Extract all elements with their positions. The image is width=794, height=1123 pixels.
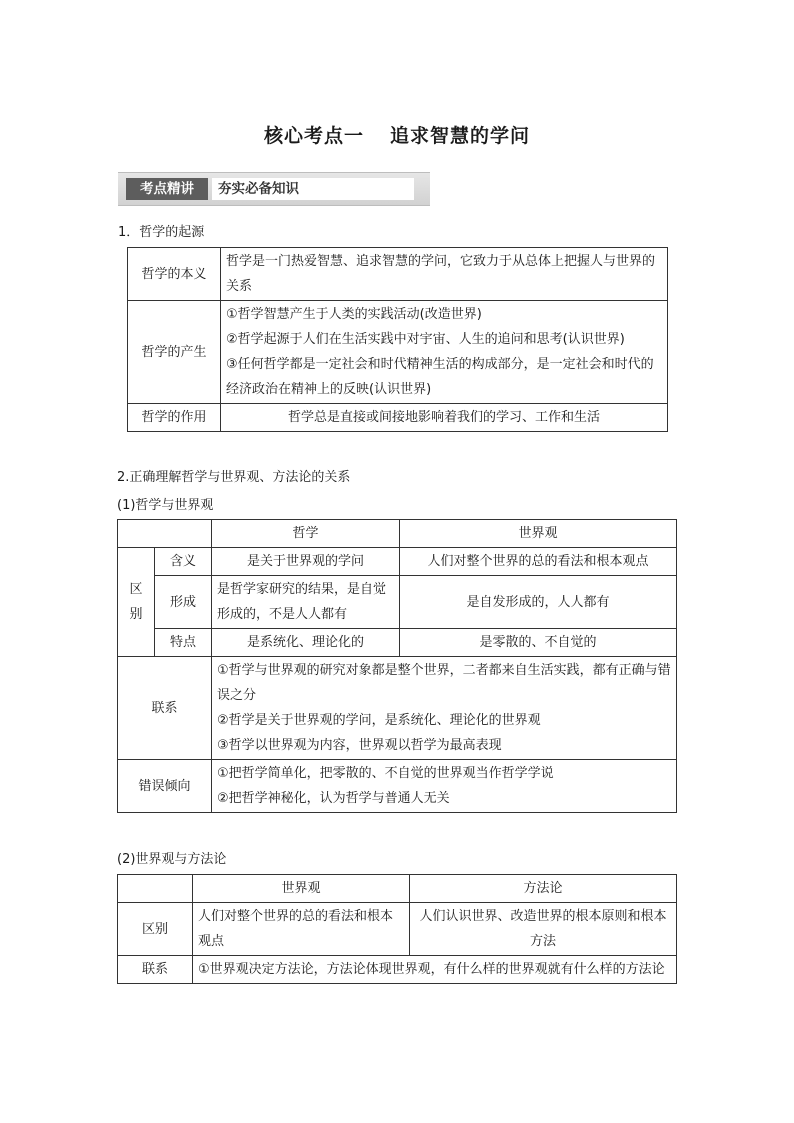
table-header-row <box>118 520 677 548</box>
row-label: 哲学的作用 <box>128 404 221 432</box>
table-row <box>118 760 677 813</box>
sub2-heading: (2)世界观与方法论 <box>117 852 227 867</box>
table-row <box>118 657 677 760</box>
cell: 人们对整个世界的总的看法和根本观点 <box>400 548 677 576</box>
table-row <box>118 903 677 956</box>
philosophy-origin-table <box>127 247 668 432</box>
section2-heading: 2.正确理解哲学与世界观、方法论的关系 <box>117 470 351 485</box>
table-row <box>118 956 677 984</box>
row-label: 特点 <box>155 629 212 657</box>
cell: 是零散的、不自觉的 <box>400 629 677 657</box>
col-header: 哲学 <box>212 520 400 548</box>
table-header-row <box>118 875 677 903</box>
table-row <box>128 404 668 432</box>
row-label: 哲学的产生 <box>128 301 221 404</box>
section1-heading: 1．哲学的起源 <box>118 225 205 240</box>
row-label: 含义 <box>155 548 212 576</box>
cell: ①哲学与世界观的研究对象都是整个世界，二者都来自生活实践，都有正确与错误之分 ②哲学是关于世界观的学问，是系统化、理论化的世界观 ③哲学以世界观为内容，世界观以哲学为最高表现 <box>212 657 677 760</box>
title-sub: 追求智慧的学问 <box>390 125 531 147</box>
cell: ①世界观决定方法论，方法论体现世界观，有什么样的世界观就有什么样的方法论 <box>193 956 677 984</box>
table-row <box>118 576 677 629</box>
row-label: 联系 <box>118 657 212 760</box>
cell: 是哲学家研究的结果，是自觉形成的，不是人人都有 <box>212 576 400 629</box>
col-header: 世界观 <box>400 520 677 548</box>
row-content: 哲学总是直接或间接地影响着我们的学习、工作和生活 <box>221 404 668 432</box>
col-header: 方法论 <box>410 875 677 903</box>
worldview-methodology-table <box>117 874 677 984</box>
row-content: 哲学是一门热爱智慧、追求智慧的学问，它致力于从总体上把握人与世界的关系 <box>221 248 668 301</box>
cell: 人们对整个世界的总的看法和根本观点 <box>193 903 410 956</box>
banner-tag: 考点精讲 <box>126 178 208 200</box>
row-content: ①哲学智慧产生于人类的实践活动(改造世界) ②哲学起源于人们在生活实践中对宇宙、人生的追问和思考(认识世界) ③任何哲学都是一定社会和时代精神生活的构成部分，是一定社会和时代的经济政治在精神上的反映(认识世界) <box>221 301 668 404</box>
row-label: 形成 <box>155 576 212 629</box>
cell: 人们认识世界、改造世界的根本原则和根本方法 <box>410 903 677 956</box>
banner-subtitle: 夯实必备知识 <box>212 178 414 200</box>
page-title <box>0 121 794 148</box>
section-banner <box>118 172 430 206</box>
row-label: 错误倾向 <box>118 760 212 813</box>
table-row <box>118 629 677 657</box>
table-row <box>128 301 668 404</box>
title-main: 核心考点一 <box>263 125 364 147</box>
table-row <box>128 248 668 301</box>
group-label: 区 别 <box>118 548 155 657</box>
sub1-heading: (1)哲学与世界观 <box>117 498 214 513</box>
col-header: 世界观 <box>193 875 410 903</box>
row-label: 联系 <box>118 956 193 984</box>
cell: ①把哲学简单化，把零散的、不自觉的世界观当作哲学学说 ②把哲学神秘化，认为哲学与普通人无关 <box>212 760 677 813</box>
row-label: 区别 <box>118 903 193 956</box>
cell: 是系统化、理论化的 <box>212 629 400 657</box>
cell: 是关于世界观的学问 <box>212 548 400 576</box>
philosophy-worldview-table <box>117 519 677 813</box>
row-label: 哲学的本义 <box>128 248 221 301</box>
cell: 是自发形成的，人人都有 <box>400 576 677 629</box>
table-row <box>118 548 677 576</box>
